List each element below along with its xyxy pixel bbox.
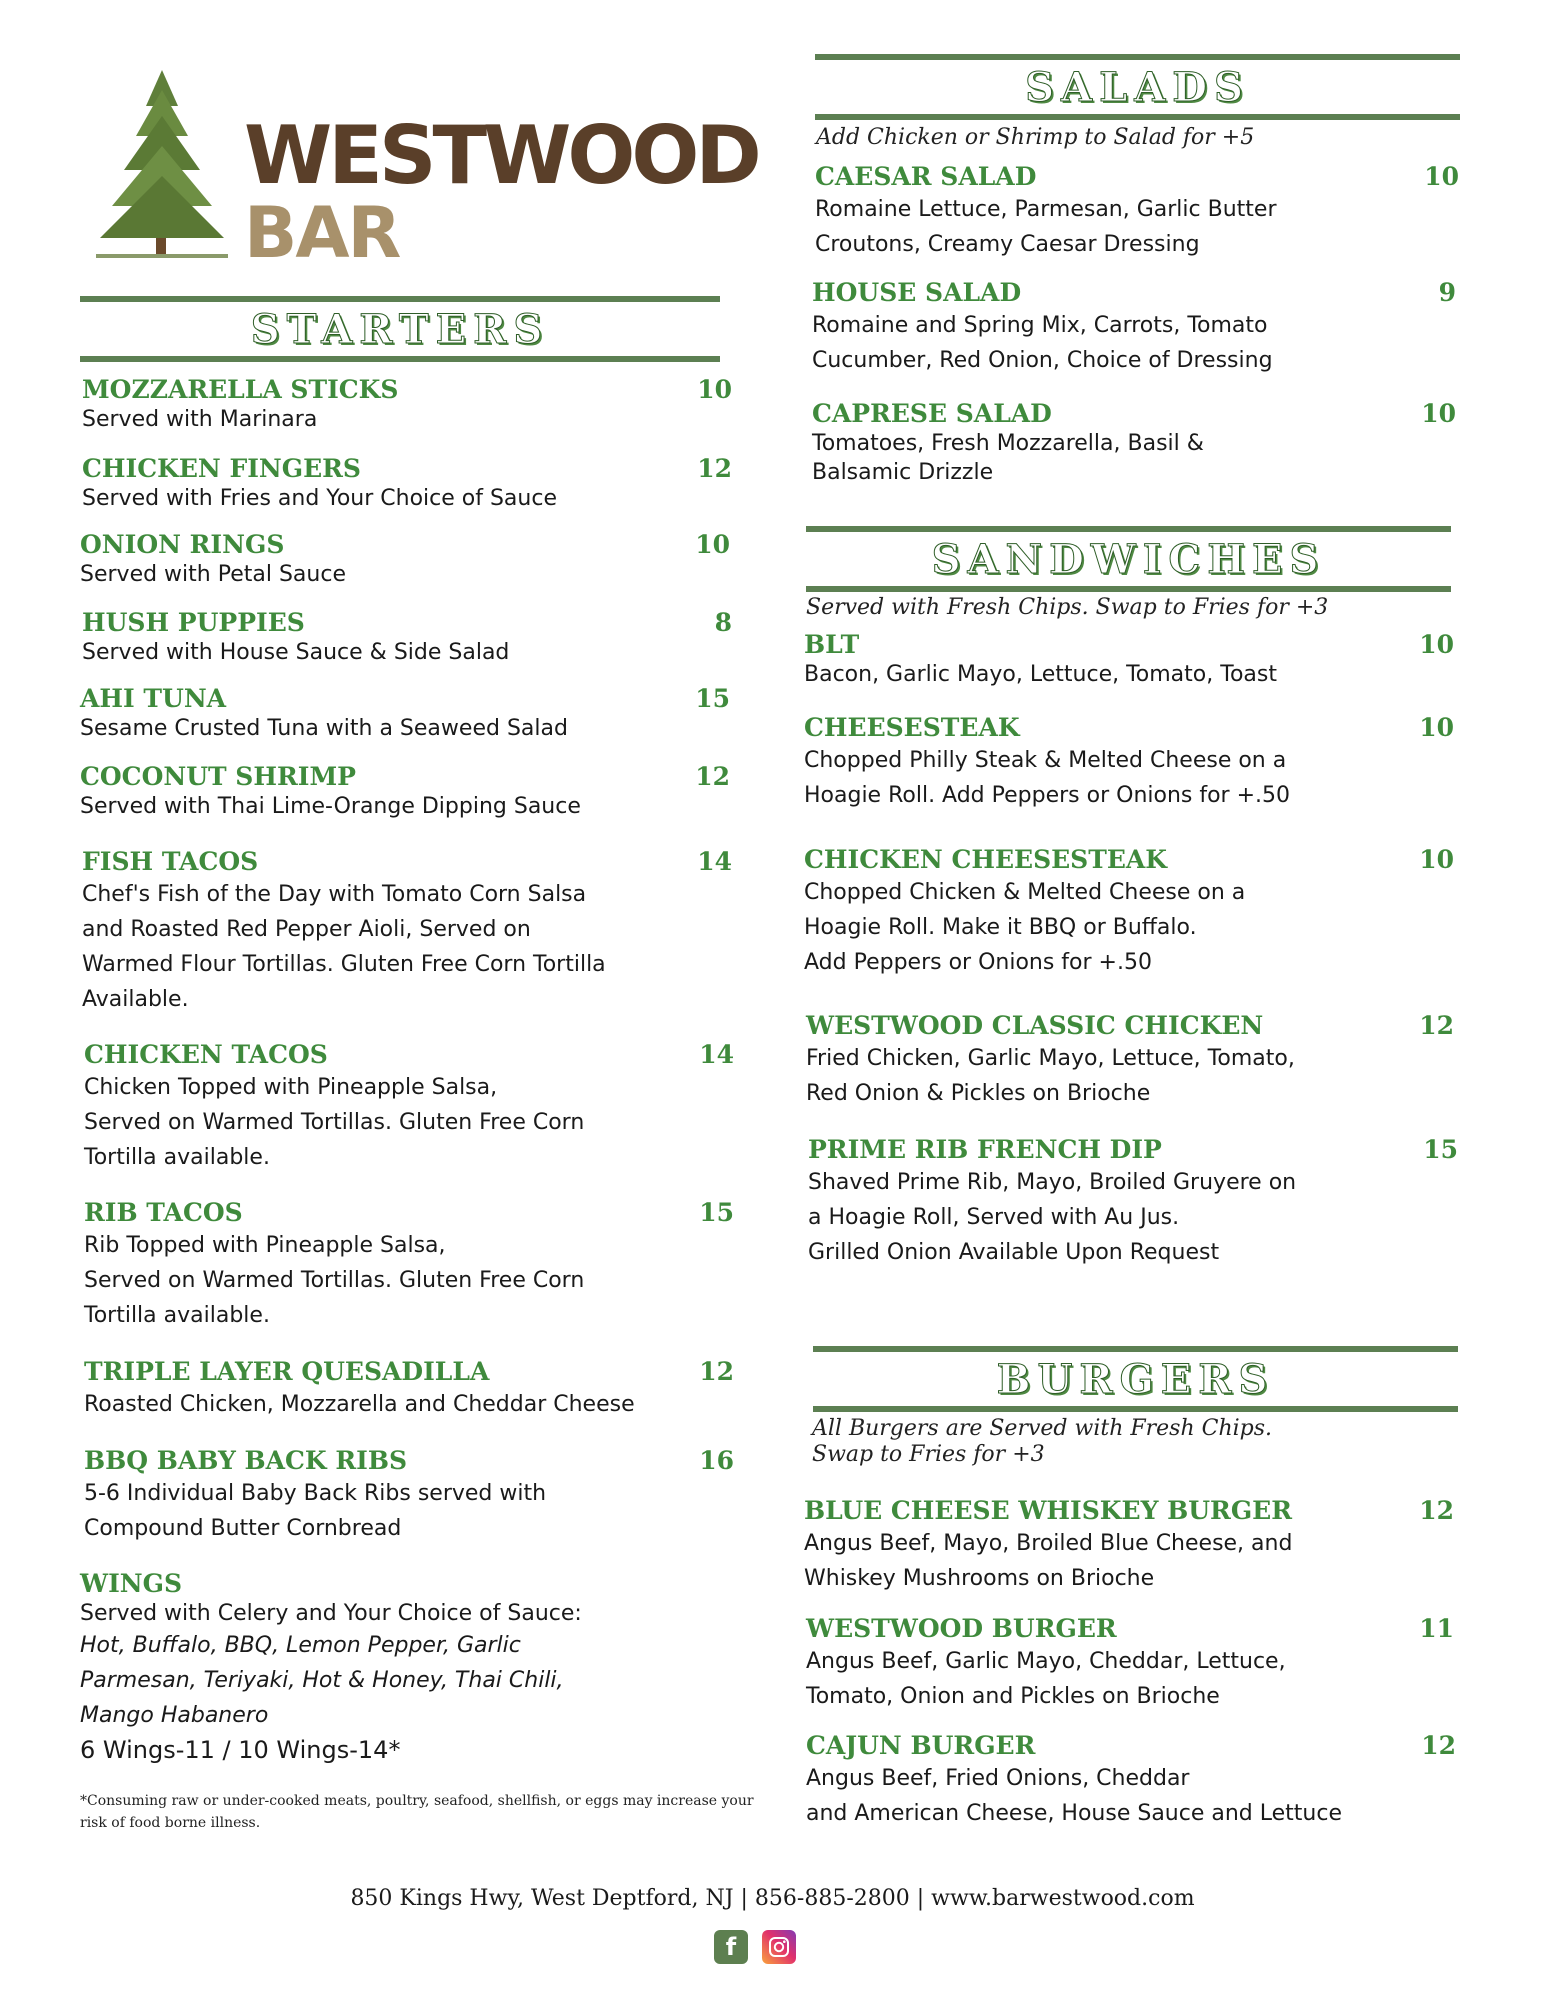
- menu-item: [808, 1135, 1458, 1270]
- item-price: 10: [1419, 630, 1454, 659]
- menu-item: [815, 162, 1459, 262]
- item-price: 10: [1419, 713, 1454, 742]
- item-price: 12: [697, 454, 732, 483]
- item-description: Angus Beef, Fried Onions, Cheddar and American Cheese, House Sauce and Lettuce: [806, 1766, 1342, 1826]
- section-title: SALADS: [1025, 64, 1250, 111]
- item-name: COCONUT SHRIMP: [80, 762, 356, 791]
- menu-item: [82, 847, 732, 1017]
- item-description: Shaved Prime Rib, Mayo, Broiled Gruyere on a Hoagie Roll, Served with Au Jus. Grilled Onion Available Upon Request: [808, 1170, 1297, 1265]
- item-name: CAJUN BURGER: [806, 1731, 1036, 1760]
- item-name: TRIPLE LAYER QUESADILLA: [84, 1357, 490, 1386]
- section-rule: [806, 586, 1451, 592]
- menu-item: [804, 713, 1454, 813]
- menu-item: [82, 608, 732, 667]
- salads-note: Add Chicken or Shrimp to Salad for +5: [816, 125, 1255, 150]
- item-description: Chef's Fish of the Day with Tomato Corn Salsa and Roasted Red Pepper Aioli, Served on Warmed Flour Tortillas. Gluten Free Corn Tortilla Available.: [82, 882, 606, 1012]
- item-name: WESTWOOD BURGER: [806, 1614, 1117, 1643]
- menu-item: [806, 1731, 1456, 1831]
- item-price: 10: [697, 375, 732, 404]
- item-name: WINGS: [80, 1569, 183, 1598]
- item-price: 16: [699, 1446, 734, 1475]
- item-name: CHICKEN TACOS: [84, 1040, 328, 1069]
- menu-item: [804, 1496, 1454, 1596]
- menu-item: [806, 1011, 1454, 1111]
- item-description: Served with Celery and Your Choice of Sauce:: [80, 1601, 582, 1626]
- menu-item: [80, 684, 730, 743]
- item-name: BBQ BABY BACK RIBS: [84, 1446, 408, 1475]
- menu-item: [82, 454, 732, 513]
- item-price: 15: [699, 1198, 734, 1227]
- item-price: 10: [1424, 162, 1459, 191]
- facebook-icon[interactable]: f: [714, 1930, 748, 1964]
- instagram-glyph-icon: [768, 1936, 790, 1958]
- item-description: Bacon, Garlic Mayo, Lettuce, Tomato, Toast: [804, 662, 1277, 687]
- item-description: Fried Chicken, Garlic Mayo, Lettuce, Tomato, Red Onion & Pickles on Brioche: [806, 1046, 1295, 1106]
- section-rule: [80, 356, 720, 362]
- section-title: BURGERS: [996, 1356, 1275, 1403]
- item-price: 12: [695, 762, 730, 791]
- brand-line2: BAR: [244, 192, 400, 274]
- item-description: Served with House Sauce & Side Salad: [82, 640, 510, 665]
- menu-item: [80, 762, 730, 821]
- item-price: 10: [1419, 845, 1454, 874]
- item-name: CHEESESTEAK: [804, 713, 1020, 742]
- sandwiches-header: [806, 526, 1451, 592]
- burgers-header: [813, 1346, 1458, 1412]
- salads-header: [815, 54, 1460, 120]
- item-description: Rib Topped with Pineapple Salsa, Served on Warmed Tortillas. Gluten Free Corn Tortilla available.: [84, 1233, 585, 1328]
- item-name: FISH TACOS: [82, 847, 259, 876]
- starters-header: [80, 296, 720, 362]
- sauce-list: Hot, Buffalo, BBQ, Lemon Pepper, Garlic Parmesan, Teriyaki, Hot & Honey, Thai Chili, Mango Habanero: [80, 1633, 564, 1728]
- item-price: 14: [699, 1040, 734, 1069]
- item-name: MOZZARELLA STICKS: [82, 375, 399, 404]
- section-title: SANDWICHES: [931, 536, 1326, 583]
- item-description: Roasted Chicken, Mozzarella and Cheddar Cheese: [84, 1392, 635, 1417]
- wings-price: 6 Wings-11 / 10 Wings-14*: [80, 1736, 401, 1764]
- item-description: Sesame Crusted Tuna with a Seaweed Salad: [80, 716, 568, 741]
- item-price: 8: [714, 608, 732, 637]
- section-rule: [815, 114, 1460, 120]
- item-name: CAESAR SALAD: [815, 162, 1037, 191]
- item-name: HOUSE SALAD: [812, 278, 1022, 307]
- item-price: 12: [699, 1357, 734, 1386]
- item-price: 9: [1438, 278, 1456, 307]
- item-description: Chopped Philly Steak & Melted Cheese on a Hoagie Roll. Add Peppers or Onions for +.50: [804, 748, 1291, 808]
- item-name: AHI TUNA: [80, 684, 227, 713]
- sandwiches-note: Served with Fresh Chips. Swap to Fries for +3: [806, 595, 1329, 620]
- pine-tree-icon: [92, 66, 232, 266]
- instagram-icon[interactable]: [762, 1930, 796, 1964]
- menu-item: [812, 399, 1456, 487]
- item-price: 11: [1419, 1614, 1454, 1643]
- item-description: Romaine Lettuce, Parmesan, Garlic Butter Croutons, Creamy Caesar Dressing: [815, 197, 1277, 257]
- social-links: [714, 1930, 796, 1964]
- item-price: 15: [695, 684, 730, 713]
- item-name: ONION RINGS: [80, 530, 285, 559]
- item-name: PRIME RIB FRENCH DIP: [808, 1135, 1162, 1164]
- item-name: CHICKEN CHEESESTEAK: [804, 845, 1168, 874]
- item-name: CAPRESE SALAD: [812, 399, 1052, 428]
- item-description: Served with Marinara: [82, 407, 318, 432]
- item-description: Served with Thai Lime-Orange Dipping Sauce: [80, 794, 581, 819]
- item-name: HUSH PUPPIES: [82, 608, 305, 637]
- item-price: 10: [1421, 399, 1456, 428]
- item-description: Angus Beef, Mayo, Broiled Blue Cheese, and Whiskey Mushrooms on Brioche: [804, 1531, 1293, 1591]
- menu-item: [804, 630, 1454, 689]
- section-title: STARTERS: [250, 306, 550, 353]
- item-price: 15: [1423, 1135, 1458, 1164]
- section-rule: [813, 1406, 1458, 1412]
- menu-item: [84, 1446, 734, 1546]
- item-price: 12: [1421, 1731, 1456, 1760]
- brand-name: [244, 109, 758, 274]
- menu-item: [84, 1357, 734, 1422]
- item-description: Tomatoes, Fresh Mozzarella, Basil & Balsamic Drizzle: [812, 431, 1204, 485]
- item-description: 5-6 Individual Baby Back Ribs served with Compound Butter Cornbread: [84, 1481, 547, 1541]
- wings-item: [80, 1569, 760, 1767]
- item-price: 12: [1419, 1496, 1454, 1525]
- item-price: 12: [1419, 1011, 1454, 1040]
- westwood-logo: [92, 60, 758, 274]
- item-name: BLT: [804, 630, 860, 659]
- item-price: 14: [697, 847, 732, 876]
- item-description: Chopped Chicken & Melted Cheese on a Hoagie Roll. Make it BBQ or Buffalo. Add Peppers or Onions for +.50: [804, 880, 1246, 975]
- footer-contact: 850 Kings Hwy, West Deptford, NJ | 856-885-2800 | www.barwestwood.com: [350, 1886, 1195, 1911]
- food-safety-disclaimer: *Consuming raw or under-cooked meats, poultry, seafood, shellfish, or eggs may increase your risk of food borne illness.: [80, 1793, 754, 1831]
- item-description: Served with Fries and Your Choice of Sauce: [82, 486, 557, 511]
- item-name: CHICKEN FINGERS: [82, 454, 361, 483]
- menu-item: [806, 1614, 1454, 1714]
- brand-line1: WESTWOOD: [244, 109, 758, 202]
- item-description: Romaine and Spring Mix, Carrots, Tomato Cucumber, Red Onion, Choice of Dressing: [812, 313, 1273, 373]
- item-description: Angus Beef, Garlic Mayo, Cheddar, Lettuce, Tomato, Onion and Pickles on Brioche: [806, 1649, 1286, 1709]
- item-name: WESTWOOD CLASSIC CHICKEN: [806, 1011, 1264, 1040]
- item-description: Chicken Topped with Pineapple Salsa, Served on Warmed Tortillas. Gluten Free Corn Tortilla available.: [84, 1075, 585, 1170]
- item-name: RIB TACOS: [84, 1198, 243, 1227]
- menu-item: [84, 1040, 734, 1175]
- item-price: 10: [695, 530, 730, 559]
- item-description: Served with Petal Sauce: [80, 562, 346, 587]
- menu-item: [84, 1198, 734, 1333]
- burgers-note: All Burgers are Served with Fresh Chips. Swap to Fries for +3: [812, 1416, 1273, 1467]
- item-name: BLUE CHEESE WHISKEY BURGER: [804, 1496, 1293, 1525]
- menu-item: [80, 530, 730, 589]
- menu-item: [82, 375, 732, 434]
- menu-item: [804, 845, 1454, 980]
- menu-item: [812, 278, 1456, 378]
